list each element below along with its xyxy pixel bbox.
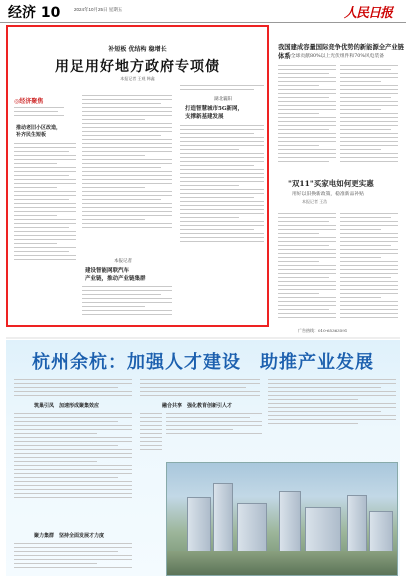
sub-article-body bbox=[82, 283, 172, 318]
sub-article-author: 本报记者 bbox=[114, 259, 132, 264]
feature-body-col-3 bbox=[268, 376, 396, 427]
feature-section-head-3: 聚力集群 坚持全面发展才力度 bbox=[34, 533, 105, 539]
section-title: 经济 10 bbox=[8, 5, 61, 21]
masthead bbox=[0, 0, 406, 23]
mid-article-body bbox=[180, 122, 264, 245]
side-headline-1[interactable]: 推动老旧小区改造， bbox=[16, 125, 62, 131]
feature-headline[interactable]: 杭州余杭：加强人才建设 助推产业发展 bbox=[32, 352, 374, 373]
lead-kicker: 补短板 优结构 稳增长 bbox=[108, 46, 167, 53]
feature-body-col-1b bbox=[14, 410, 132, 501]
feature-body-col-1 bbox=[14, 376, 132, 399]
shopping-article-body-b bbox=[340, 210, 398, 321]
column-label: ◎经济聚焦 bbox=[14, 98, 44, 105]
feature-body-col-2 bbox=[140, 376, 260, 399]
mid-article-headline-2[interactable]: 支撑新基建发展 bbox=[185, 114, 224, 120]
lead-byline: 本报记者 王观 韩鑫 bbox=[120, 76, 155, 81]
shopping-article-body-a bbox=[278, 210, 336, 321]
section-divider bbox=[6, 337, 400, 339]
side-headline-2[interactable]: 补齐民生短板 bbox=[16, 132, 47, 138]
feature-section-head-2: 融合共享 强化教育创新引人才 bbox=[162, 403, 233, 409]
city-photo bbox=[166, 462, 398, 576]
feature-body-col-2b bbox=[140, 410, 162, 453]
sub-article-headline-2[interactable]: 产业链，推动产业链集群 bbox=[85, 276, 146, 282]
shopping-article-headline[interactable]: "双11"买家电如何更实惠 bbox=[288, 179, 374, 188]
shopping-article-subhead: 用好以旧换新政策，稳准新品补贴 bbox=[292, 192, 364, 197]
right-article-headline[interactable]: 我国建成容量国际竞争优势的新能源全产业链体系 bbox=[278, 44, 404, 60]
right-article-subhead: 为全球贡献80%以上光伏组件和70%风电装备 bbox=[286, 54, 385, 59]
sub-article-headline-1[interactable]: 建设智能网联汽车 bbox=[85, 268, 130, 274]
side-text-block-1 bbox=[14, 104, 64, 119]
issue-date: 2024年10月25日 星期五 bbox=[74, 7, 123, 12]
lead-headline[interactable]: 用足用好地方政府专项债 bbox=[55, 59, 220, 75]
right-article-body-b bbox=[340, 62, 398, 165]
feature-body-col-2c bbox=[166, 410, 262, 437]
feature-section-head-1: 筑巢引凤 加速形成聚集效应 bbox=[34, 403, 100, 409]
newspaper-logo: 人民日报 bbox=[343, 6, 392, 21]
lead-body-col-2 bbox=[180, 82, 264, 93]
mid-article-author: 湖北襄阳 bbox=[214, 97, 232, 102]
right-article-body-a bbox=[278, 62, 336, 165]
shopping-article-author: 本报记者 王浩 bbox=[302, 199, 328, 204]
mid-article-headline-1[interactable]: 打造智慧城市5G新网， bbox=[185, 106, 244, 112]
page-footer-note: 广告热线：010-65363591 bbox=[298, 328, 348, 333]
feature-body-col-1c bbox=[14, 540, 132, 571]
lead-body-col-1 bbox=[82, 92, 172, 231]
side-text-block-2 bbox=[14, 140, 76, 263]
